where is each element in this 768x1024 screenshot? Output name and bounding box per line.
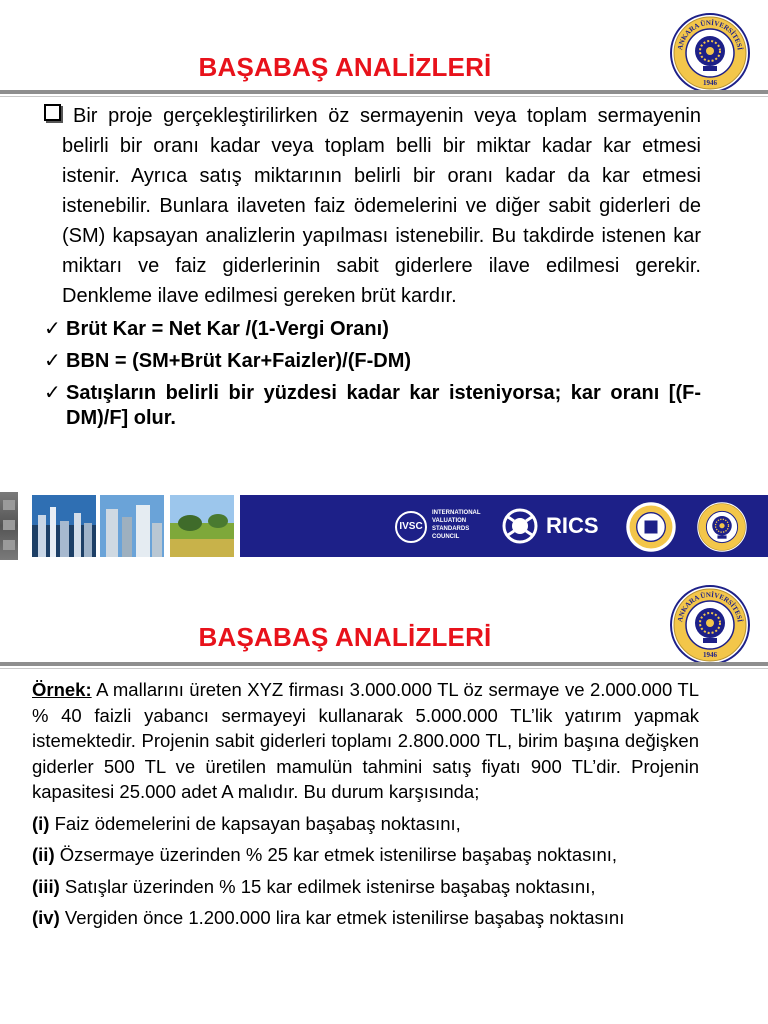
check-item-text: BBN = (SM+Brüt Kar+Faizler)/(F-DM) xyxy=(66,350,412,372)
question-text: Vergiden önce 1.200.000 lira kar etmek istenilirse başabaş noktasını xyxy=(59,907,625,928)
checkmark-icon: ✓ xyxy=(44,382,61,404)
check-item-text: Satışların belirli bir yüzdesi kadar kar isteniyorsa; kar oranı [(F-DM)/F] olur. xyxy=(66,382,701,429)
question-item xyxy=(32,811,699,837)
green-field-photo xyxy=(170,495,234,557)
partner-seal-logo xyxy=(625,501,677,553)
partner-logo-band xyxy=(240,495,768,557)
seal-name-text: ANKARA ÜNİVERSİTESİ xyxy=(676,590,744,623)
question-text: Satışlar üzerinden % 15 kar edilmek istenirse başabaş noktasını, xyxy=(59,875,596,897)
question-label: (iv) xyxy=(32,907,60,928)
university-seal-logo xyxy=(670,13,750,93)
question-label: (ii) xyxy=(32,844,55,865)
question-item xyxy=(32,842,699,868)
slide-title: BAŞABAŞ ANALİZLERİ xyxy=(198,622,492,652)
example-block xyxy=(32,677,699,931)
slide-footer xyxy=(0,492,768,560)
question-item xyxy=(32,905,699,931)
rics-lion-icon xyxy=(502,507,538,545)
question-label: (iii) xyxy=(32,875,60,897)
content-block xyxy=(44,101,701,431)
square-bullet-icon xyxy=(44,104,61,121)
city-skyline-photo xyxy=(32,495,96,557)
check-item xyxy=(44,349,701,374)
main-paragraph-text: Bir proje gerçekleştirilirken öz sermayenin veya toplam sermayenin belirli bir oranı kadar veya toplam belli bir miktar kadar kar etmesi istenir. Ayrıca satış miktarının belirli bir oranı kadar da kar etmesi istenebilir. Bunlara ilaveten faiz ödemelerini ve diğer sabit giderleri de (SM) kapsayan analizlerin yapılması istenebilir. Bu takdirde istenen kar miktarı ve faiz giderlerinin sabit giderlere ilave edilmesi gerekir. Denkleme ilave edilmesi gereken brüt kardır. xyxy=(62,105,701,307)
check-list xyxy=(44,317,701,431)
university-seal-logo xyxy=(670,585,750,665)
modern-buildings-photo xyxy=(100,495,164,557)
seal-year: 1946 xyxy=(703,79,717,87)
question-label: (i) xyxy=(32,812,50,834)
university-seal-small-logo xyxy=(696,501,748,553)
question-item xyxy=(32,874,699,900)
checkmark-icon: ✓ xyxy=(44,350,61,372)
check-item xyxy=(44,381,701,431)
slide-title: BAŞABAŞ ANALİZLERİ xyxy=(198,52,492,82)
ivsc-logo: IVSC xyxy=(395,511,427,543)
checkmark-icon: ✓ xyxy=(44,318,61,340)
example-label: Örnek: xyxy=(32,679,92,700)
question-text: Faiz ödemelerini de kapsayan başabaş noktasını, xyxy=(49,812,461,834)
seal-name-text: ANKARA ÜNİVERSİTESİ xyxy=(676,18,744,51)
seal-year: 1946 xyxy=(703,651,717,659)
example-paragraph xyxy=(32,677,699,805)
footer-left-bar xyxy=(0,492,18,560)
question-text: Özsermaye üzerinden % 25 kar etmek istenilirse başabaş noktasını, xyxy=(54,844,618,865)
check-item-text: Brüt Kar = Net Kar /(1-Vergi Oranı) xyxy=(66,318,389,340)
example-text: A mallarını üreten XYZ firması 3.000.000 TL öz sermaye ve 2.000.000 TL % 40 faizli yabancı sermayeyi kullanarak 5.000.000 TL’lik yatırım yapmak istemektedir. Projenin sabit giderleri toplamı 2.800.000 TL, birim başına değişken giderler 500 TL ve üretilen mamulün tahmini satış fiyatı 900 TL’dir. Projenin kapasitesi 25.000 adet A malıdır. Bu durum karşısında; xyxy=(32,679,699,802)
ivsc-name: INTERNATIONAL VALUATION STANDARDS COUNCIL xyxy=(432,510,481,540)
rics-logo-text: RICS xyxy=(546,513,599,538)
check-item xyxy=(44,317,701,342)
slide-2 xyxy=(0,576,768,1024)
main-paragraph xyxy=(62,101,701,311)
